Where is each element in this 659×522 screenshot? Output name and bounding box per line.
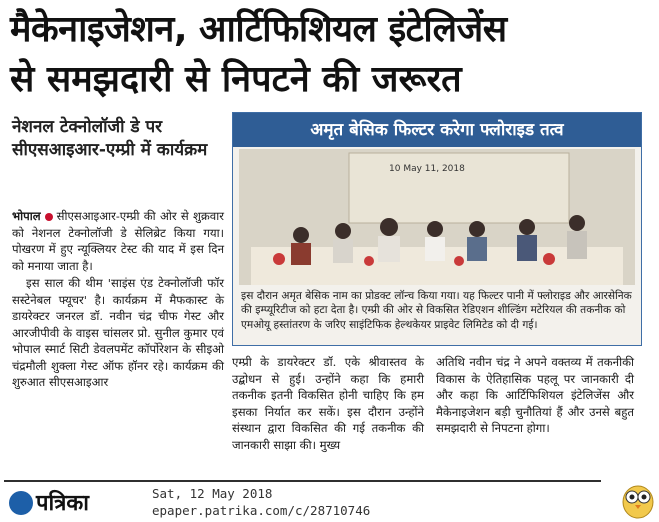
photo-box: [232, 112, 642, 346]
edition-url[interactable]: epaper.patrika.com/c/28710746: [152, 503, 371, 518]
article-paragraph-1: [12, 208, 224, 274]
person-5: [467, 221, 487, 261]
owl-mascot-icon: [620, 480, 656, 520]
headline-line-2: से समझदारी से निपटने की जरूरत: [10, 59, 462, 100]
headline-line-1: मैकेनाइजेशन, आर्टिफिशियल इंटेलिजेंस: [10, 9, 507, 50]
photo-banner-title: अमृत बेसिक फिल्टर करेगा फ्लोराइड तत्व: [233, 113, 641, 147]
article-paragraph-1-text: सीएसआइआर-एम्प्री की ओर से शुक्रवार को नेशनल टेक्नोलॉजी डे सेलिब्रेट किया गया। पोखरण में हुए न्यूक्लियर टेस्ट की याद में इस दिन को मनाया जाता है।: [12, 209, 224, 273]
person-4: [425, 221, 445, 261]
footer-divider: [4, 480, 601, 482]
photo-caption: इस दौरान अमृत बेसिक नाम का प्रोडक्ट लॉन्च किया गया। यह फिल्टर पानी में फ्लोराइड और आरसेनिक की इम्प्यूरिटीज को हटा देता है। एम्प्री की ओर से विकसित रेडिएशन शील्डिंग मटेरियल की तकनीक को एमओयू हस्तांतरण के जरिए साइंटिफिक हेल्थकेयर प्राइवेट लिमिटेड को दी गई।: [241, 290, 632, 331]
dateline: भोपाल: [12, 209, 41, 223]
event-photo: [239, 149, 635, 285]
patrika-logo-icon: [9, 491, 33, 515]
footer-bar: [0, 478, 659, 522]
article-column-2: एम्प्री के डायरेक्टर डॉ. एके श्रीवास्तव के उद्बोधन से हुई। उन्होंने कहा कि हमारी तकनीक इतनी विकसित होनी चाहिए कि हम इसका निर्यात कर सकें। इस दौरान उन्होंने संस्थान द्वारा विकसित की गई तकनीक की जानकारी साझा की। मुख्य: [232, 355, 424, 452]
person-7: [567, 215, 587, 259]
article-column-1: [12, 208, 224, 391]
person-6: [517, 219, 537, 261]
subheadline: नेशनल टेक्नोलॉजी डे पर सीएसआइआर-एम्प्री में कार्यक्रम: [12, 117, 208, 160]
patrika-logo-text: पत्रिका: [36, 491, 89, 516]
bullet-dot-icon: [45, 213, 53, 221]
article-paragraph-2: इस साल की थीम 'साइंस एंड टेक्नोलॉजी फॉर सस्टेनेबल फ्यूचर' है। कार्यक्रम में मैफकास्ट के डायरेक्टर जनरल डॉ. नवीन चंद्र चीफ गेस्ट और आरजीपीवी के वाइस चांसलर प्रो. सुनील कुमार एवं भोपाल स्मार्ट सिटी डेवलपमेंट कॉर्पोरेशन के सीइओ चंद्रमौली शुक्ला गेस्ट ऑफ हॉनर रहे। कार्यक्रम की शुरुआत सीएसआइआर: [12, 276, 224, 389]
edition-date: Sat, 12 May 2018: [152, 486, 273, 501]
person-2: [333, 223, 353, 263]
event-photo-illustration: [239, 149, 635, 285]
backdrop-text: 10 May 11, 2018: [389, 164, 465, 174]
article-column-3: अतिथि नवीन चंद्र ने अपने वक्तव्य में तकनीकी विकास के ऐतिहासिक पहलू पर जानकारी दी और कहा कि आर्टिफिशियल इंटेलिजेंस और मैकेनाइजेशन बड़ी चुनौतियां हैं और उनसे बहुत समझदारी से निपटना होगा।: [436, 355, 634, 435]
person-1: [291, 227, 311, 265]
person-3: [378, 218, 400, 262]
